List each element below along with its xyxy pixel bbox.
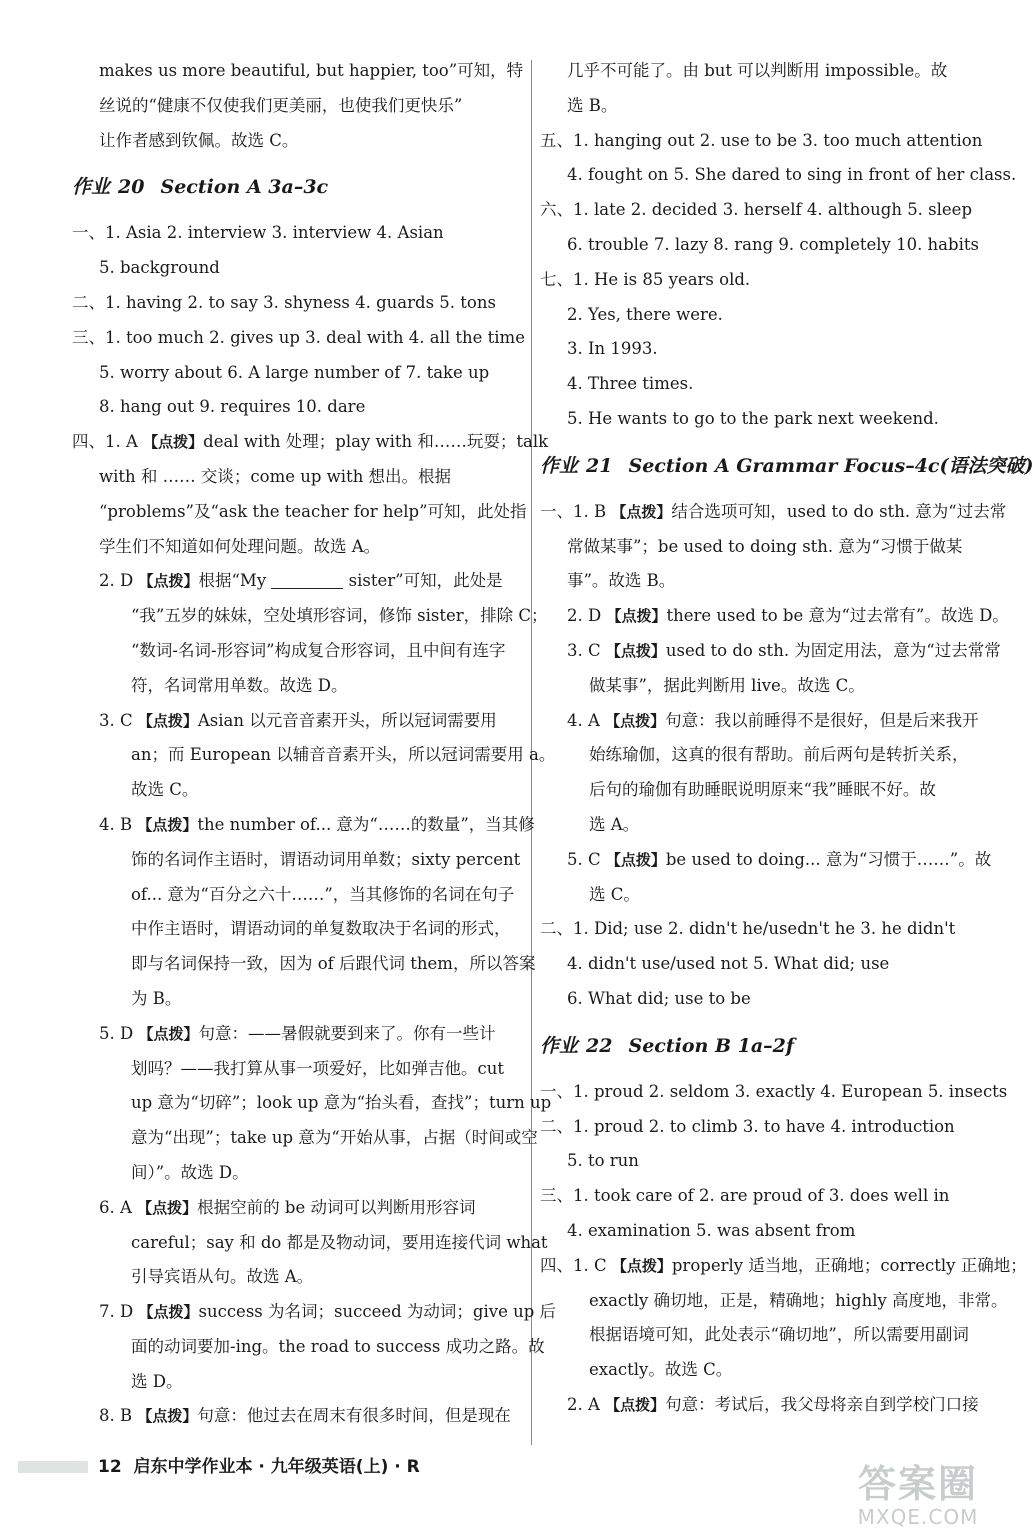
answer-line: 4. Three times. [567,374,694,394]
homework-22-heading: 作业 22 Section B 1a–2f [540,1034,795,1057]
explanation-line: 2. D 【点拨】根据“My sister”可知，此处是 [99,571,503,591]
answer-line: 二、1. proud 2. to climb 3. to have 4. introduction [540,1116,955,1136]
explanation-line: 5. D 【点拨】句意：——暑假就要到来了。你有一些计 [99,1023,496,1043]
explanation-line: 即与名词保持一致，因为 of 后跟代词 them，所以答案 [131,954,536,974]
watermark-logo-text: 答案圈 [857,1462,978,1506]
explanation-line: 一、1. B 【点拨】结合选项可知，used to do sth. 意为“过去常 [540,501,1007,521]
explanation-line: 后句的瑜伽有助睡眠说明原来“我”睡眠不好。故 [589,780,936,800]
explanation-line: 5. C 【点拨】be used to doing... 意为“习惯于……”。故 [567,849,992,869]
explanation-line: 6. A 【点拨】根据空前的 be 动词可以判断用形容词 [99,1197,476,1217]
answer-line: 2. Yes, there were. [567,304,723,324]
homework-20-heading: 作业 20 Section A 3a–3c [72,176,329,199]
explanation-line: “我”五岁的妹妹，空处填形容词，修饰 sister，排除 C； [131,606,548,626]
tip-label: 【点拨】 [605,711,666,730]
explanation-line: 始练瑜伽，这真的很有帮助。前后两句是转折关系， [589,745,969,765]
answer-line: 二、1. Did; use 2. didn't he/usedn't he 3. he didn't [540,919,956,939]
explanation-line: 意为“出现”；take up 意为“开始从事，占据（时间或空 [131,1128,538,1148]
explanation-line: 间）”。故选 D。 [131,1162,249,1182]
tip-label: 【点拨】 [137,711,198,730]
explanation-line: 划吗？——我打算从事一项爱好，比如弹吉他。cut [131,1058,504,1078]
explanation-line: 8. B 【点拨】句意：他过去在周末有很多时间，但是现在 [99,1406,511,1426]
answer-line: 5. background [99,258,220,278]
explanation-line: 4. B 【点拨】the number of... 意为“……的数量”，当其修 [99,814,535,834]
page-footer [18,1452,420,1482]
explanation-line: 选 B。 [567,95,618,115]
text-line: 丝说的“健康不仅使我们更美丽，也使我们更快乐” [99,95,463,115]
explanation-line: 3. C 【点拨】Asian 以元音音素开头，所以冠词需要用 [99,710,497,730]
explanation-line: 为 B。 [131,988,182,1008]
answer-line: 5. He wants to go to the park next weekend. [567,408,939,428]
tip-label: 【点拨】 [137,1198,198,1217]
explanation-line: careful；say 和 do 都是及物动词，要用连接代词 what [131,1232,548,1252]
tip-label: 【点拨】 [605,641,666,660]
answer-line: 二、1. having 2. to say 3. shyness 4. guards 5. tons [72,292,496,312]
explanation-line: 做某事”，据此判断用 live。故选 C。 [589,675,865,695]
answer-line: 六、1. late 2. decided 3. herself 4. although 5. sleep [540,200,973,220]
fill-blank [271,574,343,589]
explanation-line: 四、1. A 【点拨】deal with 处理；play with 和……玩耍；talk [72,432,549,452]
explanation-line: 选 D。 [131,1371,183,1391]
watermark [838,1462,998,1528]
answer-line: 3. In 1993. [567,339,658,359]
left-column [72,54,557,1434]
footer-decoration [18,1461,88,1473]
explanation-line: an；而 European 以辅音音素开头，所以冠词需要用 a。 [131,745,556,765]
page-number: 12 [98,1457,122,1477]
explanation-line: 3. C 【点拨】used to do sth. 为固定用法，意为“过去常常 [567,640,1001,660]
tip-label: 【点拨】 [605,1395,666,1414]
text-line: 让作者感到钦佩。故选 C。 [99,130,299,150]
explanation-line: 中作主语时，谓语动词的单复数取决于名词的形式， [131,919,511,939]
book-title: 启东中学作业本 · 九年级英语(上) · R [133,1457,420,1477]
explanation-line: 事”。故选 B。 [567,571,676,591]
explanation-line: exactly 确切地，正是，精确地；highly 高度地，非常。 [589,1290,1008,1310]
answer-line: 4. fought on 5. She dared to sing in front of her class. [567,165,1017,185]
answer-line: 一、1. proud 2. seldom 3. exactly 4. European 5. insects [540,1081,1008,1101]
explanation-line: 学生们不知道如何处理问题。故选 A。 [99,536,381,556]
explanation-line: exactly。故选 C。 [589,1360,733,1380]
explanation-line: 四、1. C 【点拨】properly 适当地，正确地；correctly 正确地； [540,1255,1027,1275]
tip-label: 【点拨】 [137,815,198,834]
answer-line: 6. trouble 7. lazy 8. rang 9. completely 10. habits [567,234,979,254]
answer-line: 五、1. hanging out 2. use to be 3. too much attention [540,130,983,150]
text-line: makes us more beautiful, but happier, too”可知，特 [99,61,524,80]
explanation-line: 2. D 【点拨】there used to be 意为“过去常有”。故选 D。 [567,606,1009,626]
tip-label: 【点拨】 [138,572,199,591]
explanation-line: 饰的名词作主语时，谓语动词用单数；sixty percent [131,849,521,869]
answer-line: 4. didn't use/used not 5. What did; use [567,954,890,974]
answer-line: 5. to run [567,1151,639,1171]
tip-label: 【点拨】 [143,433,204,452]
answer-line: 6. What did; use to be [567,988,751,1008]
explanation-line: 引导宾语从句。故选 A。 [131,1267,314,1287]
tip-label: 【点拨】 [611,502,672,521]
tip-label: 【点拨】 [611,1256,672,1275]
answer-line: 5. worry about 6. A large number of 7. take up [99,362,490,382]
watermark-url: MXQE.COM [857,1505,979,1529]
explanation-line: 常做某事”；be used to doing sth. 意为“习惯于做某 [567,536,963,556]
right-column [540,54,1033,1423]
explanation-line: “数词-名词-形容词”构成复合形容词，且中间有连字 [131,640,506,660]
answer-line: 七、1. He is 85 years old. [540,269,751,289]
answer-line: 8. hang out 9. requires 10. dare [99,397,366,417]
explanation-line: 几乎不可能了。由 but 可以判断用 impossible。故 [567,61,948,80]
explanation-line: 根据语境可知，此处表示“确切地”，所以需要用副词 [589,1325,969,1345]
explanation-line: 选 A。 [589,814,640,834]
tip-label: 【点拨】 [138,1303,199,1322]
explanation-line: of... 意为“百分之六十……”，当其修饰的名词在句子 [131,884,515,904]
explanation-line: with 和 …… 交谈；come up with 想出。根据 [99,466,452,486]
explanation-line: 选 C。 [589,884,640,904]
answer-line: 三、1. took care of 2. are proud of 3. does well in [540,1186,950,1206]
homework-21-heading: 作业 21 Section A Grammar Focus–4c(语法突破) [540,454,1033,477]
answer-line: 一、1. Asia 2. interview 3. interview 4. Asian [72,223,444,243]
explanation-line: 2. A 【点拨】句意：考试后，我父母将亲自到学校门口接 [567,1394,979,1414]
tip-label: 【点拨】 [137,1407,198,1426]
explanation-line: 符，名词常用单数。故选 D。 [131,675,348,695]
tip-label: 【点拨】 [605,850,666,869]
explanation-line: 7. D 【点拨】success 为名词；succeed 为动词；give up 后 [99,1302,557,1322]
explanation-line: “problems”及“ask the teacher for help”可知，此处指 [99,501,527,521]
tip-label: 【点拨】 [138,1024,199,1043]
explanation-line: 面的动词要加-ing。the road to success 成功之路。故 [131,1336,545,1356]
explanation-line: 4. A 【点拨】句意：我以前睡得不是很好，但是后来我开 [567,710,979,730]
tip-label: 【点拨】 [606,607,667,626]
explanation-line: 故选 C。 [131,780,199,800]
explanation-line: up 意为“切碎”；look up 意为“抬头看，查找”；turn up [131,1093,552,1113]
answer-line: 三、1. too much 2. gives up 3. deal with 4. all the time [72,327,525,347]
answer-line: 4. examination 5. was absent from [567,1220,856,1240]
